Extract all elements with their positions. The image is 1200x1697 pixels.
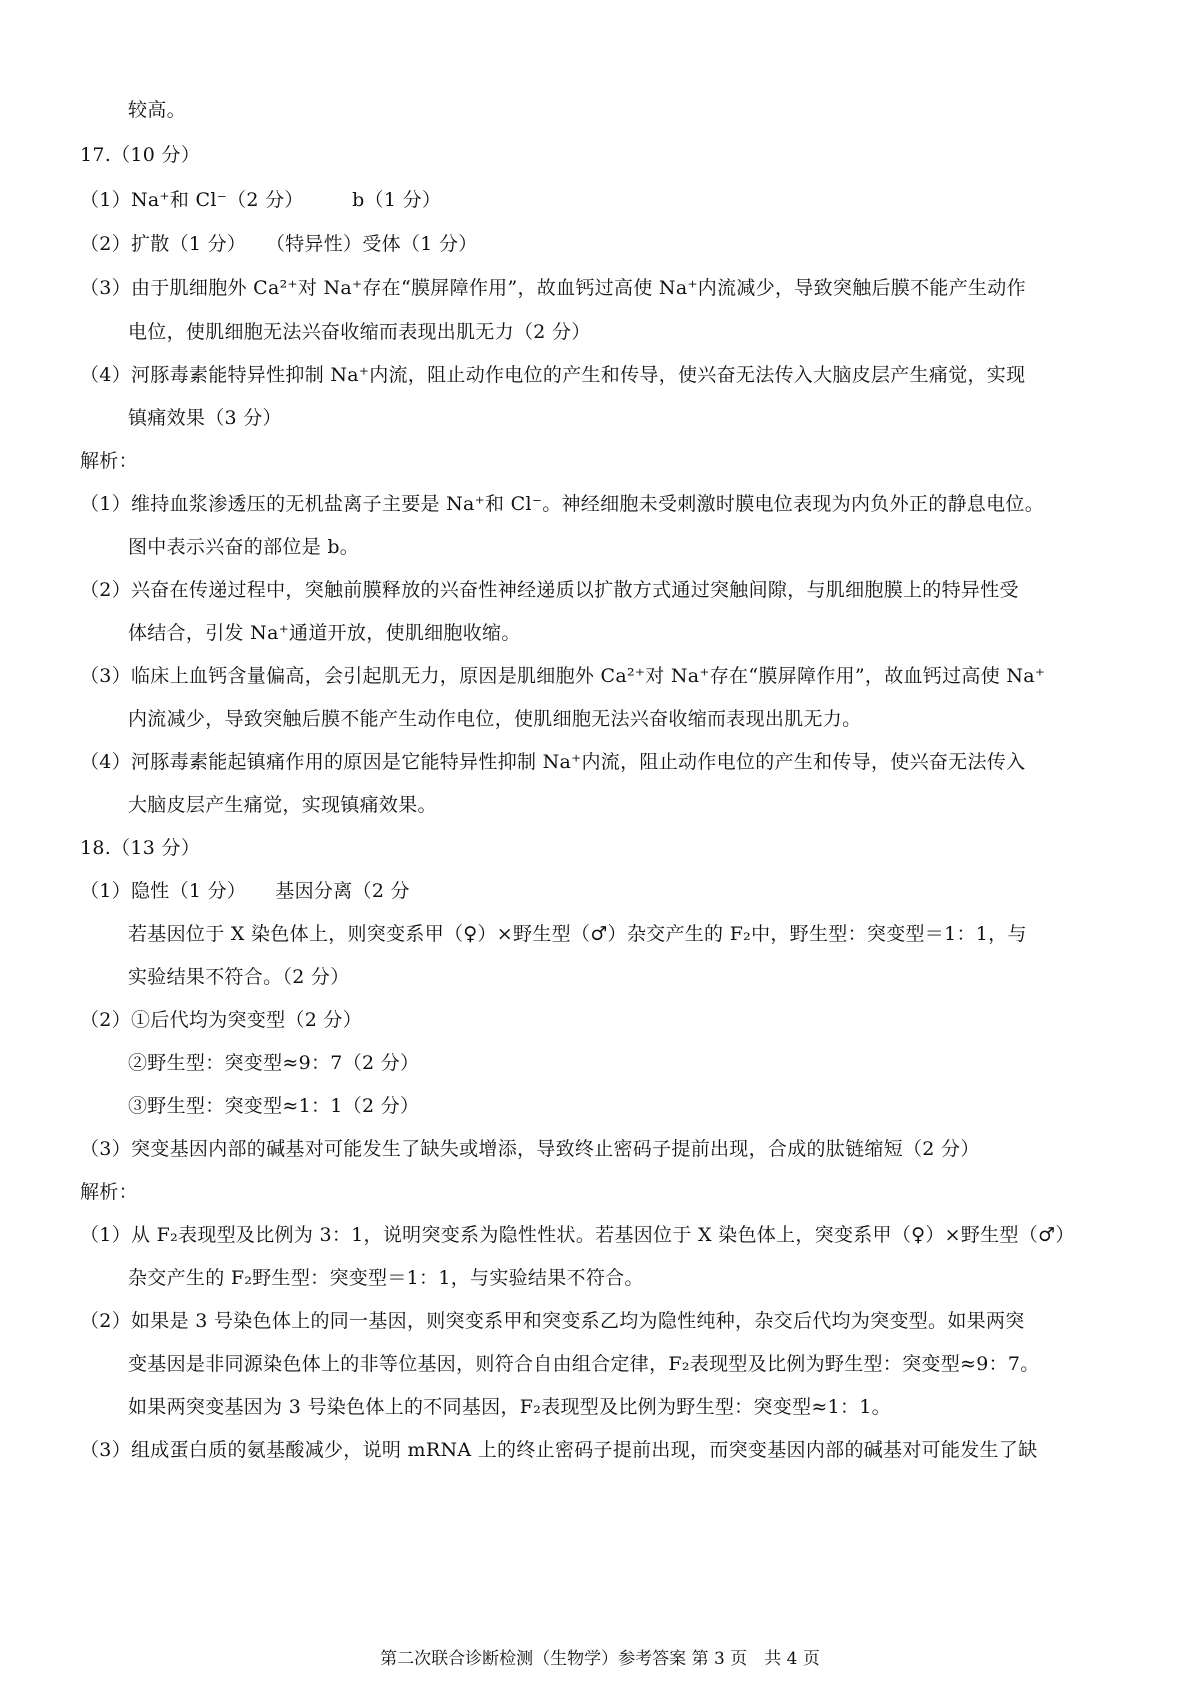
text-line: 杂交产生的 F₂野生型：突变型＝1：1，与实验结果不符合。 — [128, 1267, 644, 1289]
text-line: （1）隐性（1 分） 基因分离（2 分 — [80, 880, 410, 902]
text-line: （4）河豚毒素能起镇痛作用的原因是它能特异性抑制 Na⁺内流，阻止动作电位的产生和传导，使兴奋无法传入 — [80, 751, 1026, 773]
text-line: （2）如果是 3 号染色体上的同一基因，则突变系甲和突变系乙均为隐性纯种，杂交后代均为突变型。如果两突 — [80, 1310, 1025, 1332]
question-17-heading: 17.（10 分） — [80, 144, 201, 166]
text-line: ②野生型：突变型≈9：7（2 分） — [128, 1052, 420, 1074]
text-line: 实验结果不符合。（2 分） — [128, 966, 350, 988]
text-line: 图中表示兴奋的部位是 b。 — [128, 536, 360, 558]
text-line: （2）扩散（1 分） （特异性）受体（1 分） — [80, 233, 478, 255]
analysis-heading: 解析： — [80, 1181, 138, 1203]
text-line: （4）河豚毒素能特异性抑制 Na⁺内流，阻止动作电位的产生和传导，使兴奋无法传入大脑皮层产生痛觉，实现 — [80, 364, 1026, 386]
text-line: 内流减少，导致突触后膜不能产生动作电位，使肌细胞无法兴奋收缩而表现出肌无力。 — [128, 708, 862, 730]
question-18-heading: 18.（13 分） — [80, 837, 201, 859]
text-line: （3）突变基因内部的碱基对可能发生了缺失或增添，导致终止密码子提前出现，合成的肽链缩短（2 分） — [80, 1138, 980, 1160]
text-line: （1）Na⁺和 Cl⁻（2 分） b（1 分） — [80, 189, 442, 211]
text-line: 若基因位于 X 染色体上，则突变系甲（♀）×野生型（♂）杂交产生的 F₂中，野生型：突变型＝1：1，与 — [128, 923, 1027, 945]
text-line: （3）临床上血钙含量偏高，会引起肌无力，原因是肌细胞外 Ca²⁺对 Na⁺存在“膜屏障作用”，故血钙过高使 Na⁺ — [80, 665, 1046, 687]
text-line: 大脑皮层产生痛觉，实现镇痛效果。 — [128, 794, 437, 816]
text-line: ③野生型：突变型≈1：1（2 分） — [128, 1095, 420, 1117]
text-line: 如果两突变基因为 3 号染色体上的不同基因，F₂表现型及比例为野生型：突变型≈1：1。 — [128, 1396, 891, 1418]
text-line: 镇痛效果（3 分） — [128, 407, 282, 429]
text-line: 体结合，引发 Na⁺通道开放，使肌细胞收缩。 — [128, 622, 521, 644]
text-line: （3）由于肌细胞外 Ca²⁺对 Na⁺存在“膜屏障作用”，故血钙过高使 Na⁺内流减少，导致突触后膜不能产生动作 — [80, 277, 1026, 299]
text-line: 电位，使肌细胞无法兴奋收缩而表现出肌无力（2 分） — [128, 321, 591, 343]
analysis-heading: 解析： — [80, 450, 138, 472]
page-footer: 第二次联合诊断检测（生物学）参考答案 第 3 页 共 4 页 — [380, 1649, 820, 1669]
text-line: 较高。 — [128, 99, 186, 121]
text-line: （1）维持血浆渗透压的无机盐离子主要是 Na⁺和 Cl⁻。神经细胞未受刺激时膜电位表现为内负外正的静息电位。 — [80, 493, 1044, 515]
text-line: 变基因是非同源染色体上的非等位基因，则符合自由组合定律，F₂表现型及比例为野生型：突变型≈9：7。 — [128, 1353, 1040, 1375]
text-line: （3）组成蛋白质的氨基酸减少，说明 mRNA 上的终止密码子提前出现，而突变基因内部的碱基对可能发生了缺 — [80, 1439, 1038, 1461]
text-line: （2）兴奋在传递过程中，突触前膜释放的兴奋性神经递质以扩散方式通过突触间隙，与肌细胞膜上的特异性受 — [80, 579, 1019, 601]
text-line: （2）①后代均为突变型（2 分） — [80, 1009, 363, 1031]
text-line: （1）从 F₂表现型及比例为 3：1，说明突变系为隐性性状。若基因位于 X 染色体上，突变系甲（♀）×野生型（♂） — [80, 1224, 1075, 1246]
